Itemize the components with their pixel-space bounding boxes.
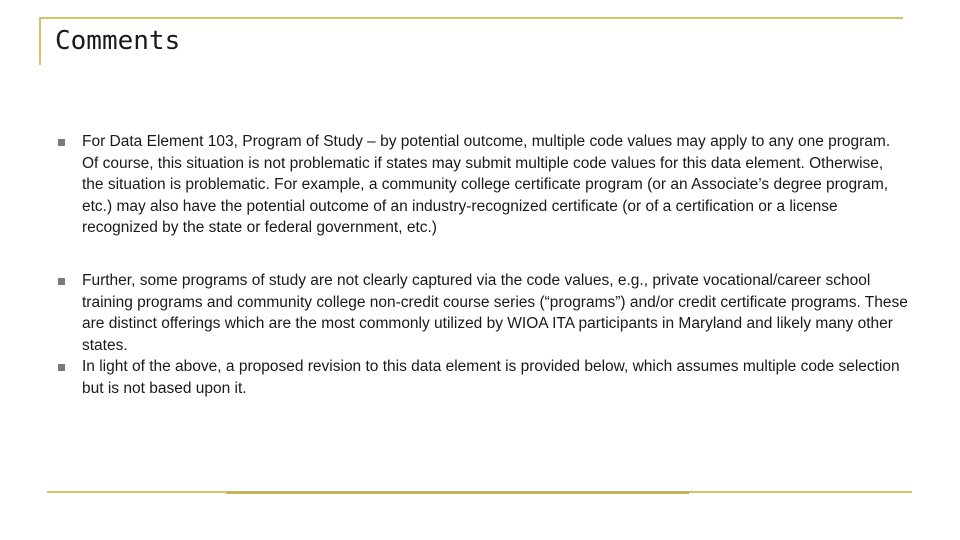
- square-bullet-icon: [58, 139, 65, 146]
- bullet-text: In light of the above, a proposed revision to this data element is provided below, which assumes multiple code selection but is not based upon it.: [82, 358, 900, 397]
- bullet-list: [58, 131, 908, 400]
- left-rule: [39, 17, 41, 65]
- square-bullet-icon: [58, 364, 65, 371]
- bullet-text: For Data Element 103, Program of Study – by potential outcome, multiple code values may apply to any one program. Of course, this situation is not problematic if states may submit multiple code values for this data element. Otherwise, the situation is problematic. For example, a community college certificate program (or an Associate’s degree program, etc.) may also have the potential outcome of an industry-recognized certificate (or of a certification or a license recognized by the state or federal government, etc.): [82, 133, 891, 237]
- bullet-item: [58, 270, 908, 356]
- bottom-rule-accent: [226, 491, 689, 494]
- slide-title: Comments: [55, 26, 181, 56]
- bullet-item: [58, 356, 908, 399]
- bullet-text: Further, some programs of study are not clearly captured via the code values, e.g., private vocational/career school training programs and community college non-credit course series (“programs”) and/or credit certificate programs. These are distinct offerings which are the most commonly utilized by WIOA ITA participants in Maryland and likely many other states.: [82, 271, 908, 354]
- square-bullet-icon: [58, 278, 65, 285]
- bullet-item: [58, 131, 908, 239]
- top-rule: [40, 17, 903, 19]
